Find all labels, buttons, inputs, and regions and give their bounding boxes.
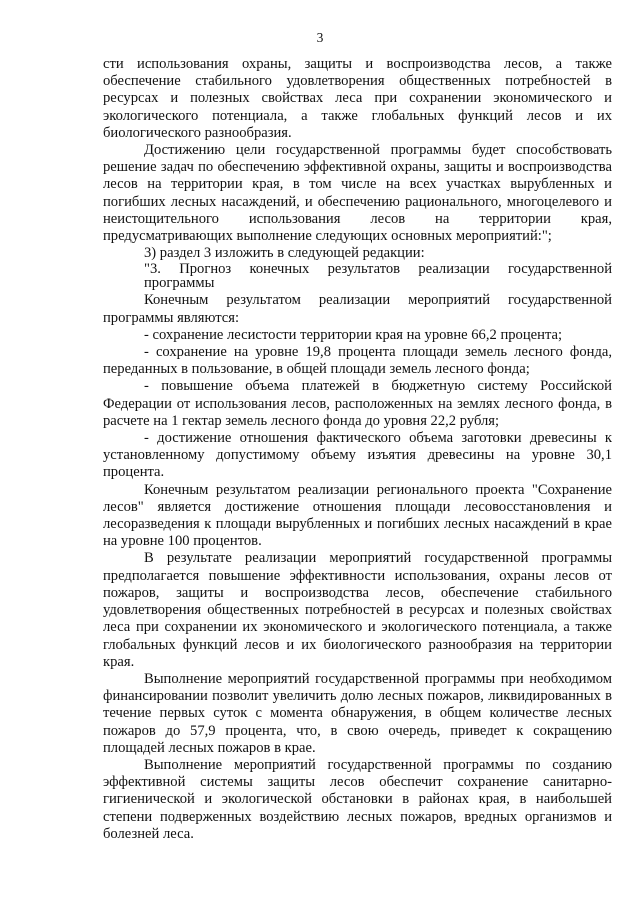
paragraph-goal: Достижению цели государственной программы будет способствовать решение задач по обеспечению эффективной охраны, защиты и воспроизводства лесов на территории края, в том числе на всех участках вырубленных и погибших лесных насаждений, и обеспечению рационального, многоцелевого и неистощительного использования лесов на территории края, предусматривающих выполнение следующих основных мероприятий:"; xyxy=(103,142,612,245)
section-heading: "3. Прогноз конечных результатов реализации государственной программы xyxy=(144,261,612,292)
paragraph-regional-project: Конечным результатом реализации регионального проекта "Сохранение лесов" является достижение отношения площади лесовосстановления и лесоразведения к площади вырубленных и погибших лесных насаждений в крае на уровне 100 процентов. xyxy=(103,481,612,550)
paragraph-forest-protection: Выполнение мероприятий государственной программы по созданию эффективной системы защиты лесов обеспечит сохранение санитарно-гигиенической и экологической обстановки в районах края, в наибольшей степени подверженных воздействию лесных пожаров, вредных организмов и болезней леса. xyxy=(103,756,612,842)
list-item: - сохранение на уровне 19,8 процента площади земель лесного фонда, переданных в пользование, в общей площади земель лесного фонда; xyxy=(103,344,612,378)
list-item: - повышение объема платежей в бюджетную систему Российской Федерации от использования лесов, расположенных на землях лесного фонда, в расчете на 1 гектар земель лесного фонда до уровня 22,2 рубля; xyxy=(103,378,612,429)
document-body xyxy=(103,56,612,843)
paragraph-continuation: сти использования охраны, защиты и воспроизводства лесов, а также обеспечение стабильного удовлетворения общественных потребностей в ресурсах и полезных свойствах леса при сохранении экономического и экологического потенциала, а также глобальных функций лесов и их биологического разнообразия. xyxy=(103,56,612,141)
page-number: 3 xyxy=(316,30,324,45)
paragraph-amendment: 3) раздел 3 изложить в следующей редакции: xyxy=(144,245,425,262)
list-item: - достижение отношения фактического объема заготовки древесины к установленному допустимому объему изъятия древесины на уровне 30,1 процента. xyxy=(103,430,612,481)
paragraph-results-intro: Конечным результатом реализации мероприятий государственной программы являются: xyxy=(103,292,612,326)
paragraph-fire-control: Выполнение мероприятий государственной программы при необходимом финансировании позволит увеличить долю лесных пожаров, ликвидированных в течение первых суток с момента обнаружения, в общем количестве лесных пожаров до 57,9 процента, что, в свою очередь, приведет к сокращению площадей лесных пожаров в крае. xyxy=(103,670,612,756)
list-item: - сохранение лесистости территории края на уровне 66,2 процента; xyxy=(144,326,563,343)
paragraph-program-outcome: В результате реализации мероприятий государственной программы предполагается повышение эффективности использования, охраны лесов от пожаров, защиты и воспроизводства лесов, обеспечение стабильного удовлетворения общественных потребностей в ресурсах и полезных свойствах леса при сохранении их экономического и экологического потенциала, а также глобальных функций лесов и их биологического разнообразия на территории края. xyxy=(103,550,612,670)
